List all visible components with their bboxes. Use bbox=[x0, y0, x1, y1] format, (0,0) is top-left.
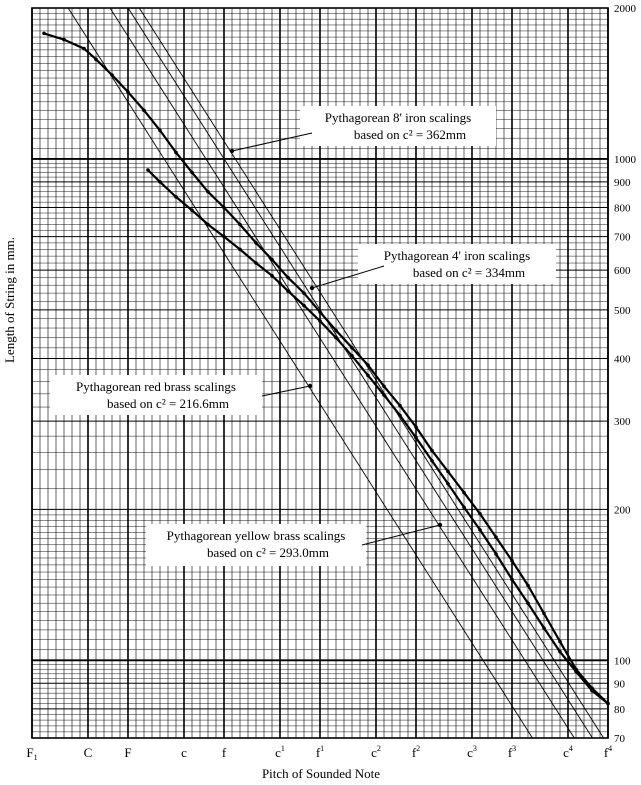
x-tick-labels bbox=[26, 744, 612, 762]
series-point bbox=[270, 258, 274, 262]
series-point bbox=[542, 626, 546, 630]
y-tick-label: 80 bbox=[614, 703, 625, 716]
series-point bbox=[414, 436, 418, 440]
x-axis-label: Pitch of Sounded Note bbox=[261, 766, 381, 781]
series-point bbox=[142, 109, 146, 113]
series-point bbox=[190, 171, 194, 175]
series-point bbox=[286, 276, 290, 280]
series-point bbox=[494, 552, 498, 556]
series-point bbox=[462, 505, 466, 509]
series-point bbox=[286, 289, 290, 293]
y-tick-label: 200 bbox=[614, 504, 631, 517]
series-point bbox=[110, 73, 114, 77]
series-point bbox=[414, 425, 418, 429]
series-point bbox=[318, 319, 322, 323]
y-axis-label: Length of String in mm. bbox=[2, 236, 17, 364]
series-point bbox=[366, 363, 370, 367]
series-point bbox=[158, 180, 162, 184]
series-point bbox=[350, 346, 354, 350]
series-point bbox=[174, 195, 178, 199]
annotation-arrow-head bbox=[438, 523, 442, 527]
series-point bbox=[542, 612, 546, 616]
x-tick-label: f bbox=[221, 745, 227, 760]
series-point bbox=[558, 650, 562, 654]
series-point bbox=[62, 38, 66, 42]
series-point bbox=[42, 32, 46, 36]
y-tick-label: 600 bbox=[614, 265, 631, 278]
series-point bbox=[462, 491, 466, 495]
series-point bbox=[606, 702, 610, 706]
x-tick-label: $c^3$ bbox=[467, 744, 477, 760]
series-point bbox=[222, 235, 226, 239]
series-point bbox=[206, 223, 210, 227]
y-tick-label: 1000 bbox=[614, 153, 636, 166]
series-point bbox=[158, 129, 162, 133]
annotation-line-1: Pythagorean 4' iron scalings bbox=[383, 248, 531, 263]
series-point bbox=[302, 304, 306, 308]
series-point bbox=[478, 528, 482, 532]
x-tick-label: $c^1$ bbox=[275, 744, 285, 760]
series-point bbox=[334, 329, 338, 333]
series-point bbox=[126, 90, 130, 94]
x-tick-label: c bbox=[181, 745, 187, 760]
x-tick-label: C bbox=[83, 745, 93, 760]
x-tick-label: $f^2$ bbox=[411, 744, 421, 760]
y-tick-labels bbox=[614, 3, 637, 745]
x-tick-label: $f^4$ bbox=[603, 744, 613, 760]
series-point bbox=[510, 559, 514, 563]
y-tick-label: 70 bbox=[614, 733, 625, 745]
annotation-arrow-head bbox=[308, 384, 312, 388]
series-point bbox=[350, 354, 354, 358]
annotation-line-2: based on c² = 362mm bbox=[353, 127, 467, 142]
series-point bbox=[478, 512, 482, 516]
annotation-line-1: Pythagorean red brass scalings bbox=[76, 379, 236, 394]
series-point bbox=[146, 168, 150, 172]
x-tick-label: $c^2$ bbox=[371, 744, 381, 760]
x-tick-label: $F_1$ bbox=[26, 745, 38, 762]
series-point bbox=[526, 601, 530, 605]
y-tick-label: 900 bbox=[614, 176, 631, 189]
x-tick-label: $f^3$ bbox=[507, 744, 517, 760]
series-point bbox=[206, 190, 210, 194]
annotation-leader bbox=[362, 525, 440, 545]
series-point bbox=[398, 404, 402, 408]
annotation-arrow-head bbox=[230, 149, 234, 153]
series-point bbox=[446, 482, 450, 486]
series-point bbox=[558, 640, 562, 644]
x-tick-label: F bbox=[124, 745, 132, 760]
series-point bbox=[302, 291, 306, 295]
series-point bbox=[318, 310, 322, 314]
y-tick-label: 2000 bbox=[614, 3, 636, 15]
annotation-line-1: Pythagorean 8' iron scalings bbox=[324, 110, 472, 125]
y-tick-label: 700 bbox=[614, 231, 631, 244]
series-point bbox=[382, 384, 386, 388]
series-point bbox=[254, 261, 258, 265]
series-point bbox=[82, 47, 86, 51]
annotation-line-2: based on c² = 216.6mm bbox=[106, 396, 230, 411]
y-tick-label: 500 bbox=[614, 304, 631, 317]
series-point bbox=[446, 470, 450, 474]
y-tick-label: 300 bbox=[614, 416, 631, 429]
series-point bbox=[590, 689, 594, 693]
x-tick-label: $f^1$ bbox=[315, 744, 325, 760]
series-point bbox=[222, 206, 226, 210]
y-tick-label: 400 bbox=[614, 353, 631, 366]
annotation-line-1: Pythagorean yellow brass scalings bbox=[166, 528, 346, 543]
series-point bbox=[510, 578, 514, 582]
series-point bbox=[574, 670, 578, 674]
annotation-line-2: based on c² = 293.0mm bbox=[206, 545, 330, 560]
series-point bbox=[238, 223, 242, 227]
y-tick-label: 800 bbox=[614, 202, 631, 215]
series-point bbox=[430, 459, 434, 463]
series-point bbox=[254, 241, 258, 245]
series-point bbox=[334, 336, 338, 340]
series-point bbox=[190, 208, 194, 212]
series-point bbox=[270, 274, 274, 278]
y-tick-label: 90 bbox=[614, 678, 625, 691]
series-point bbox=[238, 248, 242, 252]
series-point bbox=[398, 414, 402, 418]
series-point bbox=[94, 58, 98, 62]
annotation-line-2: based on c² = 334mm bbox=[412, 265, 526, 280]
annotation-leader bbox=[262, 386, 310, 396]
annotation-arrow-head bbox=[310, 286, 314, 290]
series-point bbox=[278, 281, 282, 285]
x-tick-label: $c^4$ bbox=[563, 744, 573, 760]
y-tick-label: 100 bbox=[614, 655, 631, 668]
series-point bbox=[494, 535, 498, 539]
series-point bbox=[526, 584, 530, 588]
series-point bbox=[366, 374, 370, 378]
series-point bbox=[430, 449, 434, 453]
series-point bbox=[174, 151, 178, 155]
series-point bbox=[382, 393, 386, 397]
